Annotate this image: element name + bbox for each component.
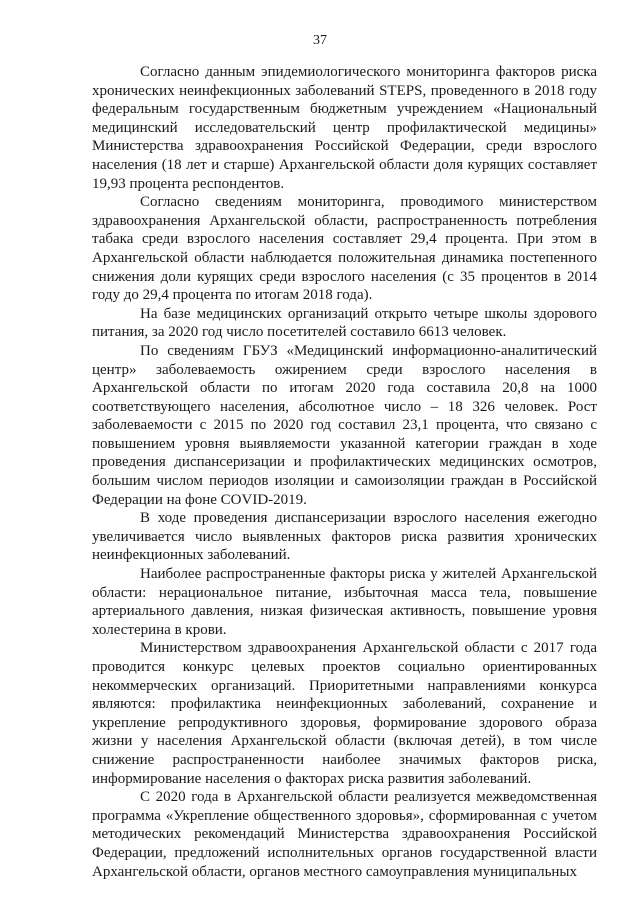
paragraph: Согласно данным эпидемиологического мониторинга факторов риска хронических неинфекционных заболеваний STEPS, проведенного в 2018 году федеральным государственным бюджетным учреждением «Национальный медицинский исследовательский центр профилактической медицины» Министерства здравоохранения Российской Федерации, среди взрослого населения (18 лет и старше) Архангельской области доля курящих составляет 19,93 процента респондентов. xyxy=(92,64,597,192)
paragraph: По сведениям ГБУЗ «Медицинский информационно-аналитический центр» заболеваемость ожирением среди взрослого населения в Архангельской области по итогам 2020 года составила 20,8 на 1000 соответствующего населения, абсолютное число – 18 326 человек. Рост заболеваемости с 2015 по 2020 год составил 23,1 процента, что связано с повышением уровня выявляемости указанной категории граждан в ходе проведения диспансеризации и профилактических медицинских осмотров, большим числом периодов изоляции и самоизоляции граждан в Российской Федерации на фоне COVID-2019. xyxy=(92,342,597,508)
page-number: 37 xyxy=(313,33,327,48)
body-text xyxy=(92,63,597,881)
paragraph: Министерством здравоохранения Архангельской области с 2017 года проводится конкурс целевых проектов социально ориентированных некоммерческих организаций. Приоритетными направлениями конкурса являются: профилактика неинфекционных заболеваний, сохранение и укрепление репродуктивного здоровья, формирование здорового образа жизни у населения Архангельской области (включая детей), в том числе снижение распространенности наиболее значимых факторов риска, информирование населения о факторах риска развития заболеваний. xyxy=(92,640,597,787)
paragraph: Наиболее распространенные факторы риска у жителей Архангельской области: нерациональное питание, избыточная масса тела, повышение артериального давления, низкая физическая активность, повышение уровня холестерина в крови. xyxy=(92,566,597,638)
paragraph: Согласно сведениям мониторинга, проводимого министерством здравоохранения Архангельской области, распространенность потребления табака среди взрослого населения составляет 29,4 процента. При этом в Архангельской области наблюдается положительная динамика постепенного снижения доли курящих среди взрослого населения (с 35 процентов в 2014 году до 29,4 процента по итогам 2018 года). xyxy=(92,194,597,304)
paragraph: На базе медицинских организаций открыто четыре школы здорового питания, за 2020 год число посетителей составило 6613 человек. xyxy=(92,305,597,341)
paragraph: В ходе проведения диспансеризации взрослого населения ежегодно увеличивается число выявленных факторов риска развития хронических неинфекционных заболеваний. xyxy=(92,510,597,564)
paragraph: С 2020 года в Архангельской области реализуется межведомственная программа «Укрепление общественного здоровья», сформированная с учетом методических рекомендаций Министерства здравоохранения Российской Федерации, предложений исполнительных органов государственной власти Архангельской области, органов местного самоуправления муниципальных xyxy=(92,789,597,880)
